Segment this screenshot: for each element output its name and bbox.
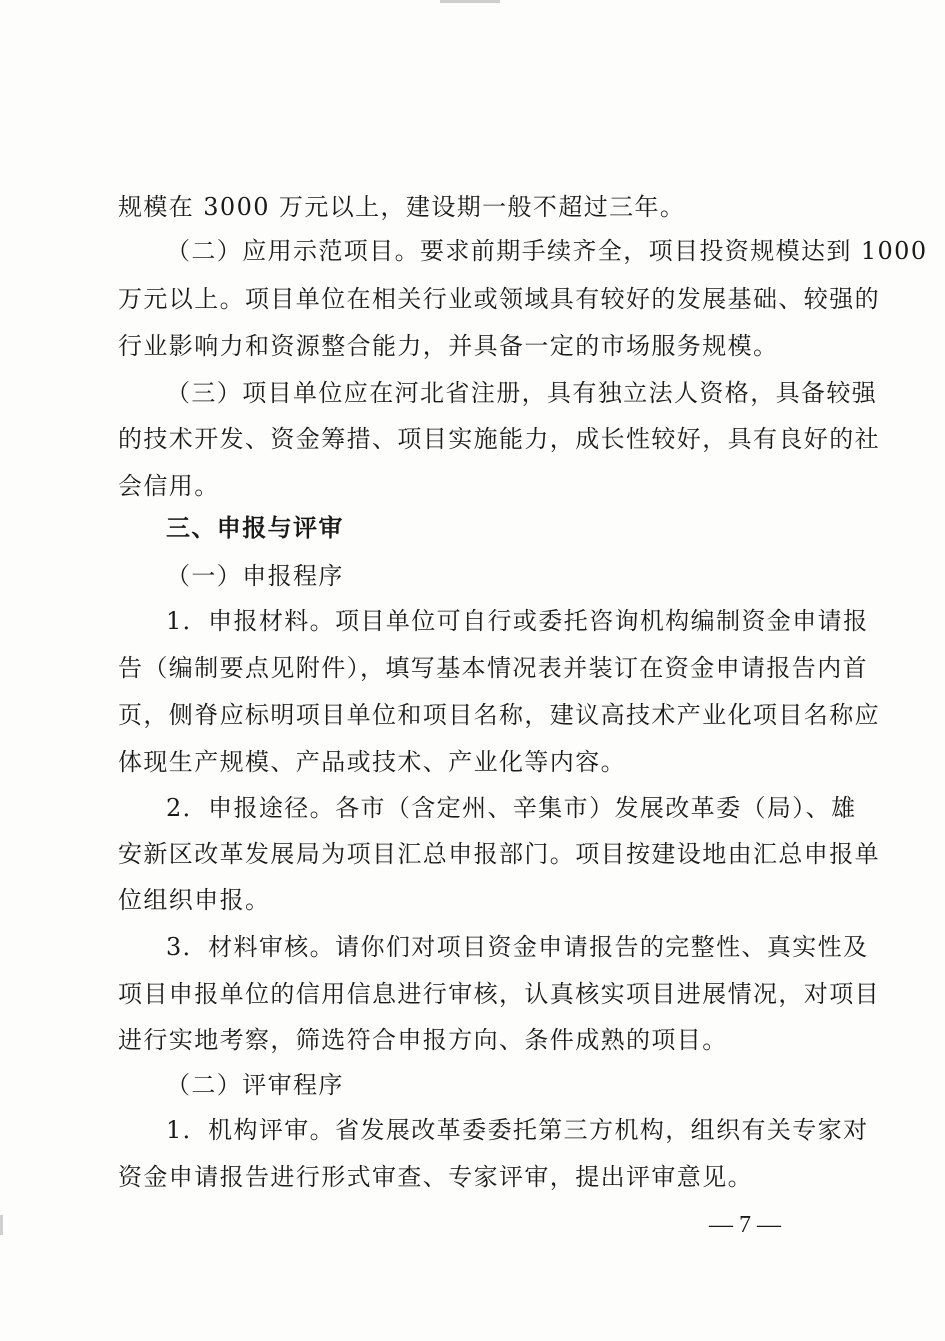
body-line: 页，侧脊应标明项目单位和项目名称，建议高技术产业化项目名称应 [118, 701, 880, 729]
body-line: 1．申报材料。项目单位可自行或委托咨询机构编制资金申请报 [166, 607, 869, 635]
body-line: 资金申请报告进行形式审查、专家评审，提出评审意见。 [118, 1163, 753, 1191]
body-line: 3．材料审核。请你们对项目资金申请报告的完整性、真实性及 [166, 933, 869, 961]
body-line: （二）应用示范项目。要求前期手续齐全，项目投资规模达到 1000 [166, 237, 928, 265]
page-number: — 7 — [709, 1212, 781, 1238]
body-line: 会信用。 [118, 472, 220, 500]
section-heading: 三、申报与评审 [166, 514, 344, 542]
body-line: 体现生产规模、产品或技术、产业化等内容。 [118, 748, 626, 776]
scan-artifact [440, 0, 500, 3]
body-line: 项目申报单位的信用信息进行审核，认真核实项目进展情况，对项目 [118, 980, 880, 1008]
body-line: 2．申报途径。各市（含定州、辛集市）发展改革委（局）、雄 [166, 794, 857, 822]
body-line: 位组织申报。 [118, 886, 271, 914]
subsection-heading: （一）申报程序 [166, 562, 344, 590]
body-line: 进行实地考察，筛选符合申报方向、条件成熟的项目。 [118, 1026, 728, 1054]
body-line: 告（编制要点见附件），填写基本情况表并装订在资金申请报告内首 [118, 654, 868, 682]
body-line: 安新区改革发展局为项目汇总申报部门。项目按建设地由汇总申报单 [118, 840, 880, 868]
scan-artifact [0, 1215, 3, 1235]
body-line: 规模在 3000 万元以上，建设期一般不超过三年。 [118, 193, 686, 221]
body-line: （三）项目单位应在河北省注册，具有独立法人资格，具备较强 [166, 379, 878, 407]
subsection-heading: （二）评审程序 [166, 1071, 344, 1099]
body-line: 1．机构评审。省发展改革委委托第三方机构，组织有关专家对 [166, 1116, 869, 1144]
body-line: 万元以上。项目单位在相关行业或领域具有较好的发展基础、较强的 [118, 285, 880, 313]
body-line: 行业影响力和资源整合能力，并具备一定的市场服务规模。 [118, 332, 779, 360]
body-line: 的技术开发、资金筹措、项目实施能力，成长性较好，具有良好的社 [118, 425, 880, 453]
